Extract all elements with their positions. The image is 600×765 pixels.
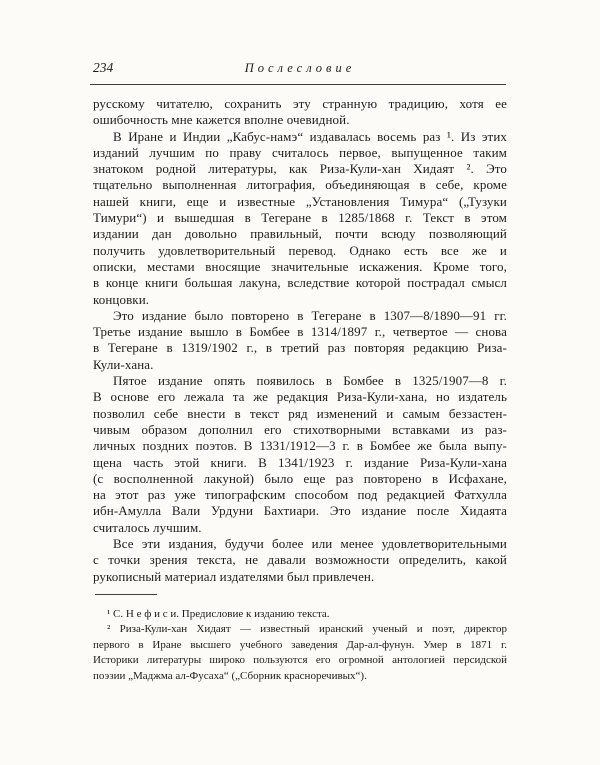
text-line: с точки зрения текста, не давали возможности определить, какой <box>93 552 507 568</box>
text-line: чивым образом дополнил его стихотворными вставками из раз- <box>93 421 507 437</box>
text-line: ошибочность мне кажется вполне очевидной. <box>93 112 350 128</box>
text-line: поэзии „Маджма ал-Фусаха“ („Сборник красноречивых“). <box>93 669 367 682</box>
text-line: (с восполненной лакуной) было еще раз повторено в Исфахане, <box>93 470 507 486</box>
text-line: ¹ С. Н е ф и с и. Предисловие к изданию текста. <box>107 608 330 620</box>
text-line: Третье издание вышло в Бомбее в 1314/1897 г., четвертое — снова <box>93 324 507 340</box>
text-line: концовки. <box>93 291 150 307</box>
running-title: Послесловие <box>244 61 356 75</box>
text-line: изданий лучшим по праву считалось первое, выпущенное таким <box>93 144 507 160</box>
text-line: ибн-Амулла Вали Урдуни Бахтиари. Это издание после Хидаята <box>93 503 507 519</box>
text-line: Историки литературы широко пользуются его огромной антологией персидской <box>93 654 507 667</box>
text-line: получить удовлетворительный перевод. Однако есть все же и <box>93 242 507 258</box>
paragraph <box>93 536 507 585</box>
text-line: на этот раз уже типографским способом под редакцией Фатхулла <box>93 487 507 503</box>
text-line: знатоком родной литературы, как Риза-Кули-хан Хидаят ². Это <box>93 161 507 177</box>
paragraph <box>93 373 507 536</box>
text-line: Тимури“) и вышедшая в Тегеране в 1285/1868 г. Текст в этом <box>93 210 507 226</box>
text-line: Это издание было повторено в Тегеране в 1307—8/1890—91 гг. <box>113 307 507 323</box>
text-line: в конце книги большая лакуна, вследствие которой пострадал смысл <box>93 275 507 291</box>
text-line: рукописный материал издателями был привлечен. <box>93 568 375 584</box>
text-line: позволил себе внести в текст ряд изменений и самым беззастен- <box>93 405 507 421</box>
footnotes <box>93 607 507 684</box>
text-line: издании дан довольно правильный, почти всюду позволяющий <box>93 226 507 242</box>
paragraph <box>93 129 507 308</box>
footnote-separator <box>95 594 157 595</box>
text-line: нашей книги, еще и известные „Установления Тимура“ („Тузуки <box>93 193 507 209</box>
header-rule <box>90 84 506 85</box>
text-line: Кули-хана. <box>93 356 154 372</box>
paragraph <box>93 96 507 129</box>
footnote <box>93 607 507 622</box>
text-line: Все эти издания, будучи более или менее удовлетворительными <box>113 536 507 552</box>
text-line: считалось лучшим. <box>93 519 202 535</box>
text-line: тщательно выполненная литография, объединяющая в себе, кроме <box>93 177 507 193</box>
text-line: в Тегеране в 1319/1902 г., в третий раз повторяя редакцию Риза- <box>93 340 507 356</box>
paragraph <box>93 308 507 373</box>
text-line: русскому читателю, сохранить эту странную традицию, хотя ее <box>93 96 507 111</box>
text-line: В основе его лежала та же редакция Риза-Кули-хана, но издатель <box>93 389 507 405</box>
text-line: описки, местами вносящие значительные искажения. Кроме того, <box>93 258 507 274</box>
running-head <box>93 60 507 78</box>
text-line: ² Риза-Кули-хан Хидаят — известный иранский ученый и поэт, директор <box>107 623 507 636</box>
text-line: Пятое издание опять появилось в Бомбее в 1325/1907—8 г. <box>113 373 507 389</box>
text-line: щена часть этой книги. В 1341/1923 г. издание Риза-Кули-хана <box>93 454 507 470</box>
body-text <box>93 96 507 585</box>
footnote <box>93 622 507 684</box>
text-line: первого в Иране высшего учебного заведения Дар-ал-фунун. Умер в 1871 г. <box>93 638 507 651</box>
text-line: В Иране и Индии „Кабус-намэ“ издавалась восемь раз ¹. Из этих <box>113 128 507 144</box>
page-number: 234 <box>93 60 114 75</box>
text-line: личных поздних поэтов. В 1331/1912—3 г. в Бомбее же была выпу- <box>93 438 507 454</box>
